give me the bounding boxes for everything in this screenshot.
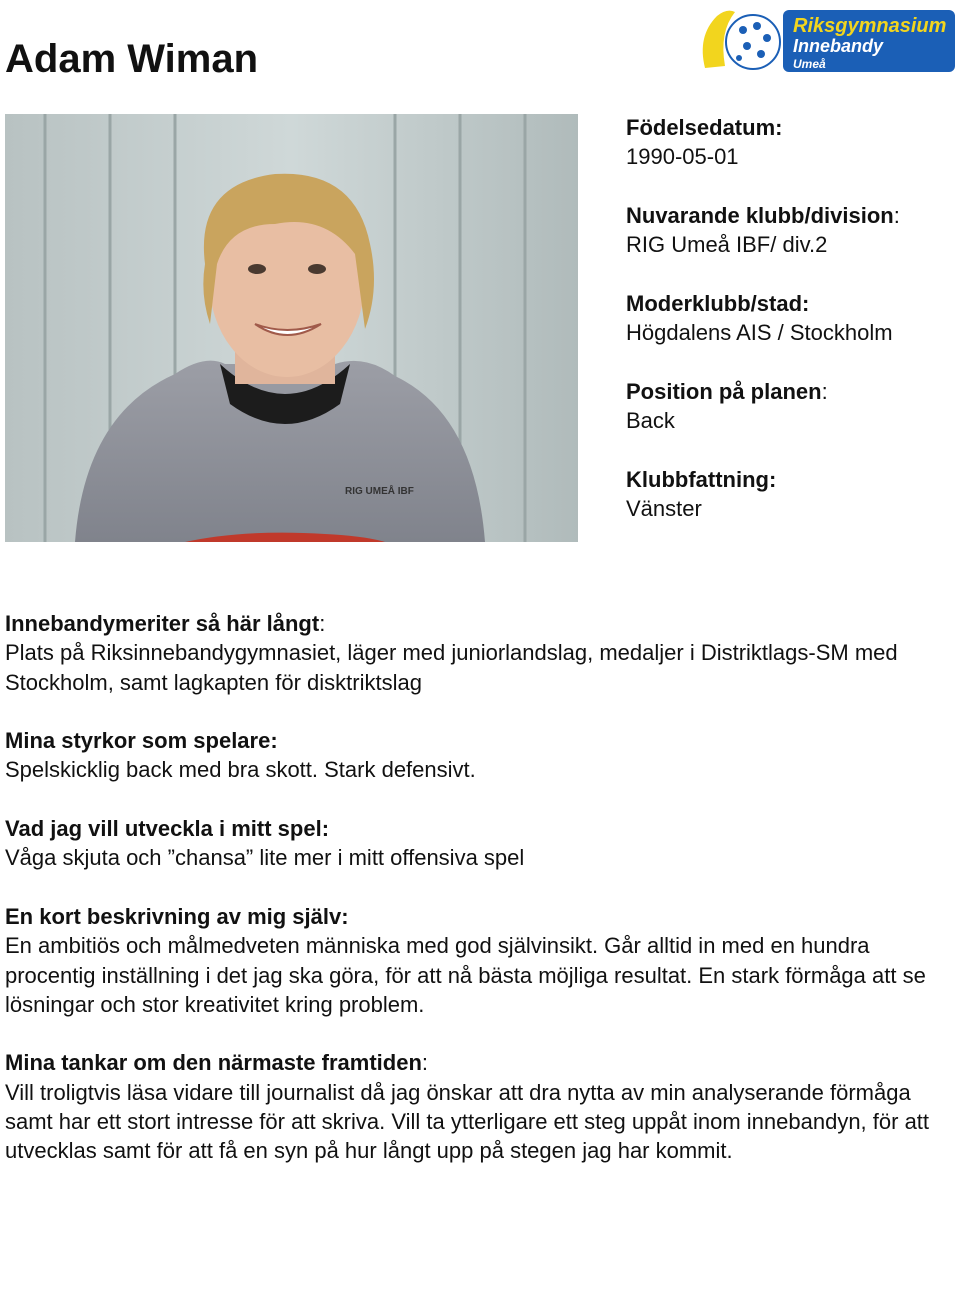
fact-label: Position på planen: (626, 379, 828, 404)
fact-label: Klubbfattning: (626, 467, 777, 492)
section-body: Våga skjuta och ”chansa” lite mer i mitt offensiva spel (5, 845, 525, 871)
fact-value: Högdalens AIS / Stockholm (626, 320, 893, 345)
section-body: Plats på Riksinnebandygymnasiet, läger med juniorlandslag, medaljer i Distriktlags-SM med Stockholm, samt lagkapten för disktriktslag (5, 640, 898, 695)
section-heading: Mina tankar om den närmaste framtiden: (5, 1050, 429, 1076)
fact-position (626, 377, 956, 435)
section-heading: Mina styrkor som spelare: (5, 728, 278, 754)
fact-value: Vänster (626, 496, 702, 521)
section-heading: Innebandymeriter så här långt: (5, 611, 326, 636)
fact-label: Nuvarande klubb/division: (626, 203, 900, 228)
section-body: Spelskicklig back med bra skott. Stark defensivt. (5, 757, 476, 783)
floorball-logo-icon (695, 6, 957, 76)
player-facts (626, 113, 956, 553)
section-body: En ambitiös och målmedveten människa med god självinsikt. Går alltid in med en hundra procentig inställning i det jag ska göra, för att nå bästa möjliga resultat. En stark förmåga att se lösningar och stor kreativitet kring problem. (5, 933, 926, 1017)
logo-text-line3: Umeå (793, 57, 826, 71)
section-merits (5, 609, 955, 697)
fact-home-club (626, 289, 956, 347)
page-title: Adam Wiman (5, 37, 259, 81)
player-photo (5, 114, 578, 542)
section-heading: Vad jag vill utveckla i mitt spel: (5, 816, 330, 842)
fact-label: Moderklubb/stad: (626, 291, 810, 316)
profile-sections (5, 609, 955, 1195)
logo-text-line2: Innebandy (793, 36, 884, 56)
section-strengths (5, 726, 955, 785)
section-body: Vill troligtvis läsa vidare till journalist då jag önskar att dra nytta av min analyserande förmåga samt har ett stort intresse för att skriva. Vill ta ytterligare ett steg uppåt inom innebandyn, för att utvecklas samt för att få en syn på hur långt upp på stegen jag har kommit. (5, 1079, 930, 1164)
fact-value: RIG Umeå IBF/ div.2 (626, 232, 828, 257)
section-heading: En kort beskrivning av mig själv: (5, 903, 349, 929)
riksgymnasium-logo (695, 6, 957, 76)
fact-birthdate (626, 113, 956, 171)
section-self-description (5, 902, 955, 1019)
logo-text-line1: Riksgymnasium (793, 15, 947, 37)
fact-label: Födelsedatum: (626, 115, 783, 140)
fact-stick-grip (626, 465, 956, 523)
fact-current-club (626, 201, 956, 259)
section-future (5, 1048, 955, 1165)
fact-value: Back (626, 408, 675, 433)
section-develop (5, 814, 955, 873)
hoodie-print: RIG UMEÅ IBF (345, 486, 414, 497)
fact-value: 1990-05-01 (626, 144, 739, 169)
